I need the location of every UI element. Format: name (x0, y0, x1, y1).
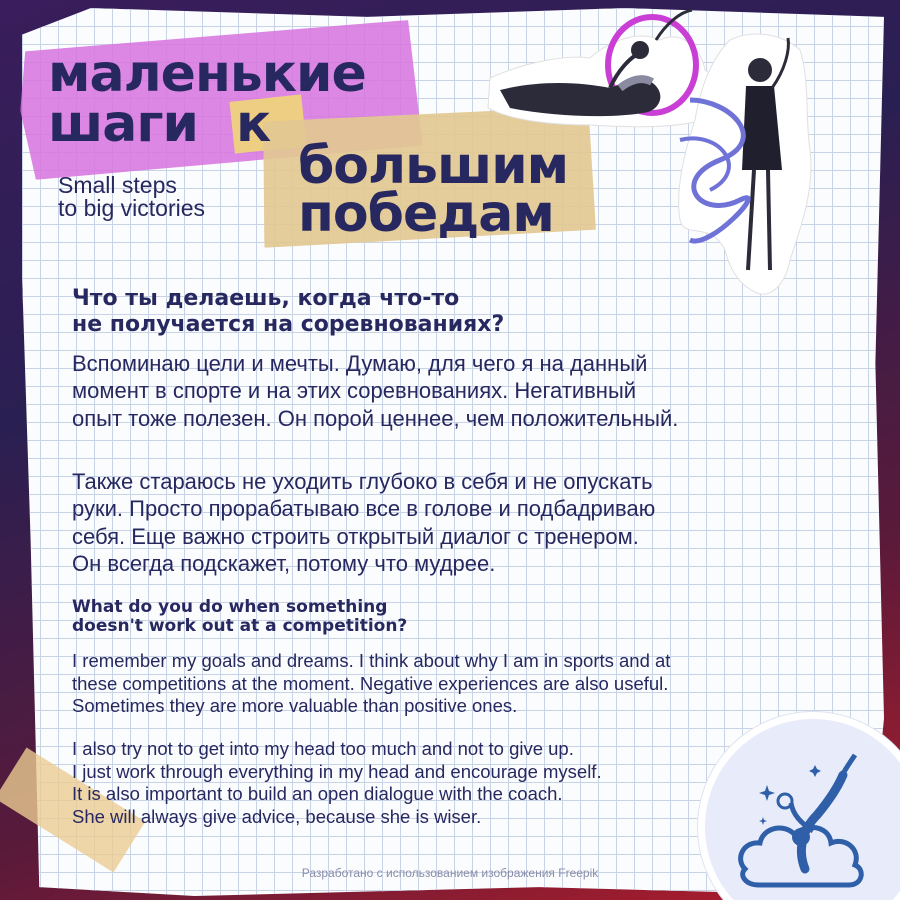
answer-en-1-line: Sometimes they are more valuable than positive ones. (72, 695, 518, 717)
title-line-1: маленькие (48, 44, 366, 104)
answer-en-1-line: I remember my goals and dreams. I think about why I am in sports and at (72, 650, 671, 671)
answer-en-2-line: I just work through everything in my head and encourage myself. (72, 760, 602, 782)
question-ru-line-2: не получается на соревнованиях? (72, 311, 505, 337)
answer-en-2-line: It is also important to build an open dialogue with the coach. (72, 783, 563, 805)
answer-en-2-line: She will always give advice, because she is wiser. (72, 805, 482, 827)
question-en-line-2: doesn't work out at a competition? (72, 615, 408, 636)
title-word-k: к (236, 94, 271, 154)
answer-ru-2-line: себя. Еще важно строить открытый диалог с тренером. (72, 523, 639, 549)
question-ru-line-1: Что ты делаешь, когда что-то (72, 286, 460, 311)
question-english (72, 598, 832, 635)
title-line-5: победам (298, 184, 554, 244)
answer-en-2-line: I also try not to get into my head too much and not to give up. (72, 738, 574, 759)
answer-russian-2 (72, 468, 832, 577)
gymnast-with-hoop-icon (488, 10, 721, 127)
title-line-2: шаги (48, 94, 198, 154)
footer-credit: Разработано с использованием изображения Freepik (301, 866, 599, 880)
answer-ru-2-line: Он всегда подскажет, потому что мудрее. (72, 550, 496, 576)
answer-en-1-line: these competitions at the moment. Negative experiences are also useful. (72, 672, 669, 694)
answer-ru-2-line: руки. Просто прорабатываю все в голове и подбадриваю (72, 496, 656, 522)
answer-russian-1 (72, 350, 832, 432)
gymnasts-illustration (470, 0, 830, 300)
question-en-line-1: What do you do when something (72, 597, 388, 617)
answer-ru-1-line: Вспоминаю цели и мечты. Думаю, для чего я на данный (72, 351, 648, 376)
title-line-4: большим (298, 136, 569, 196)
subtitle-english (58, 174, 268, 221)
answer-ru-2-line: Также стараюсь не уходить глубоко в себя и не опускать (72, 469, 653, 494)
answer-ru-1-line: момент в спорте и на этих соревнованиях. Негативный (72, 378, 637, 404)
answer-english-1 (72, 650, 832, 718)
question-russian (72, 286, 832, 338)
subtitle-line-1: Small steps (58, 172, 177, 198)
subtitle-line-2: to big victories (58, 195, 206, 222)
answer-ru-1-line: опыт тоже полезен. Он порой ценнее, чем положительный. (72, 405, 679, 431)
